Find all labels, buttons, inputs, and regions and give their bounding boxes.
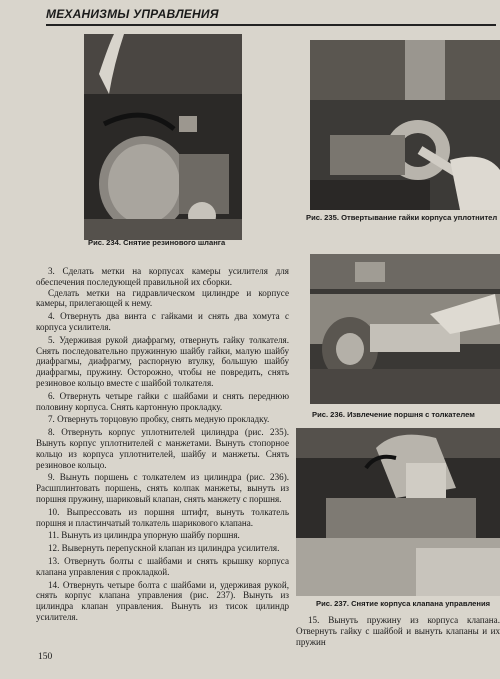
paragraph-5: 5. Удерживая рукой диафрагму, отвернуть гайку толкателя. Снять последовательно пружинную шайбу гайки, малую шайбу диафрагмы, диафрагму, распорную втулку, большую шайбу диафрагмы, пружину. Осторожно, чтобы не повредить, снять резиновое кольцо вместе с шайбой толкателя. <box>36 334 289 388</box>
page-number: 150 <box>38 652 53 662</box>
figure-234-caption: Рис. 234. Снятие резинового шланга <box>88 238 226 247</box>
control-valve-housing-removal-illustration <box>296 428 500 596</box>
paragraph-9: 9. Вынуть поршень с толкателем из цилиндра (рис. 236). Расшплинтовать поршень, снять колпак манжеты, вынуть из поршня пружину, шариковый клапан, снять манжету с поршня. <box>36 472 289 504</box>
paragraph-15 <box>296 615 500 647</box>
paragraph-10: 10. Выпрессовать из поршня штифт, вынуть толкатель поршня и пластинчатый толкатель шарикового клапана. <box>36 506 289 528</box>
piston-extraction-illustration <box>310 254 500 404</box>
paragraph-13: 13. Отвернуть болты с шайбами и снять крышку корпуса клапана управления с прокладкой. <box>36 555 289 577</box>
section-header: МЕХАНИЗМЫ УПРАВЛЕНИЯ <box>46 4 496 26</box>
figure-236-caption: Рис. 236. Извлечение поршня с толкателем <box>312 410 475 419</box>
paragraph-3b: Сделать метки на гидравлическом цилиндре и корпусе камеры, прилегающей к нему. <box>36 287 289 309</box>
paragraph-6: 6. Отвернуть четыре гайки с шайбами и снять переднюю половину корпуса. Снять картонную прокладку. <box>36 390 289 412</box>
paragraph-14: 14. Отвернуть четыре болта с шайбами и, удерживая рукой, снять корпус клапана управления (рис. 237). Вынуть из цилиндра клапан управления. Вынуть из тисок цилиндр усилителя. <box>36 579 289 622</box>
paragraph-4: 4. Отвернуть два винта с гайками и снять два хомута с корпуса усилителя. <box>36 311 289 332</box>
paragraph-3: 3. Сделать метки на корпусах камеры усилителя для обеспечения последующей правильной их сборки. <box>36 266 289 287</box>
paragraph-8: 8. Отвернуть корпус уплотнителей цилиндра (рис. 235). Вынуть корпус уплотнителей с манжетами. Вынуть стопорное кольцо из корпуса уплотнителей, шайбу и манжеты. Снять резиновое кольцо. <box>36 427 289 470</box>
paragraph-7: 7. Отвернуть торцовую пробку, снять медную прокладку. <box>48 414 270 425</box>
paragraph-12: 12. Вывернуть перепускной клапан из цилиндра усилителя. <box>48 543 280 554</box>
instructions-column <box>36 266 289 623</box>
figure-235-photo <box>310 40 500 210</box>
figure-237-caption: Рис. 237. Снятие корпуса клапана управления <box>316 599 491 608</box>
figure-237-photo <box>296 428 500 596</box>
figure-236-photo <box>310 254 500 404</box>
paragraph-11: 11. Вынуть из цилиндра упорную шайбу поршня. <box>48 530 240 541</box>
cylinder-nut-unscrewing-illustration <box>310 40 500 210</box>
figure-235-caption: Рис. 235. Отвертывание гайки корпуса уплотнител <box>306 213 498 222</box>
figure-234-photo <box>84 34 242 240</box>
booster-hose-removal-illustration <box>84 34 242 240</box>
paragraph-15-text: 15. Вынуть пружину из корпуса клапана. Отвернуть гайку с шайбой и вынуть клапаны и их пружин <box>296 615 500 647</box>
